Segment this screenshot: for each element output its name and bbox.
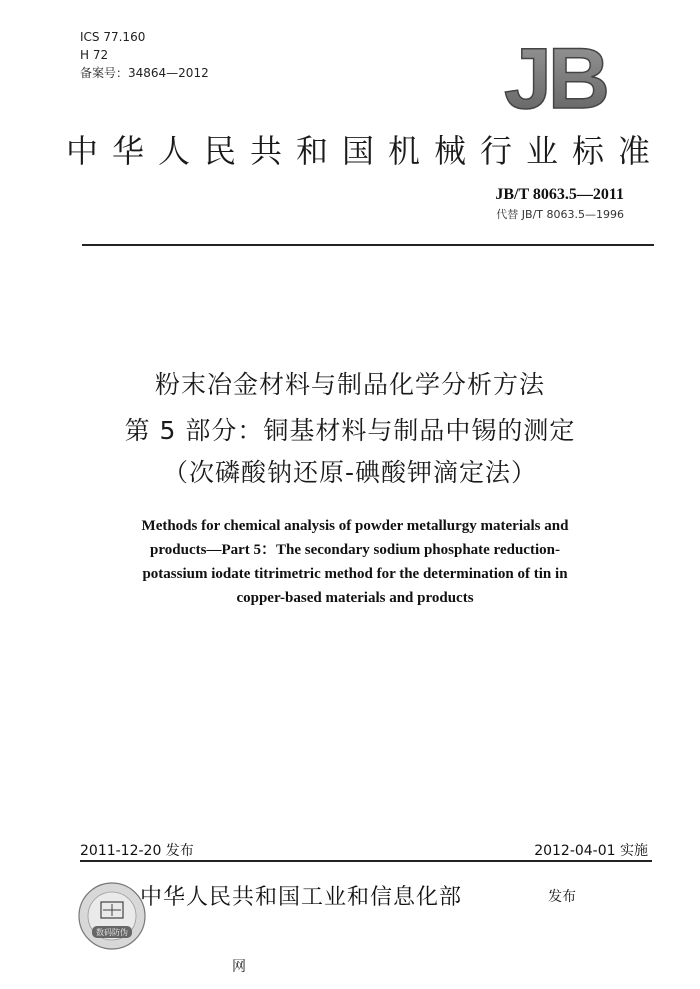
english-title-line-1: Methods for chemical analysis of powder metallurgy materials and xyxy=(141,518,569,534)
footer-mark: 网 xyxy=(232,959,246,975)
implementation-date: 2012-04-01 实施 xyxy=(534,843,648,859)
issuing-authority: 中华人民共和国工业和信息化部 xyxy=(140,885,463,910)
english-title xyxy=(110,514,600,610)
english-title-line-2: products—Part 5：The secondary sodium phosphate reduction- xyxy=(150,542,560,558)
category-code: H 72 xyxy=(80,48,109,62)
chinese-title-line-1: 粉末冶金材料与制品化学分析方法 xyxy=(154,370,545,399)
standard-title: 中华人民共和国机械行业标准 xyxy=(65,132,664,170)
seal-label: 数码防伪 xyxy=(96,928,128,937)
chinese-title-line-3: （次磷酸钠还原-碘酸钾滴定法） xyxy=(162,458,538,487)
english-title-line-3: potassium iodate titrimetric method for the determination of tin in xyxy=(142,566,568,582)
record-number: 备案号：34864—2012 xyxy=(80,66,209,80)
footer-divider xyxy=(80,860,652,862)
replaces-standard: 代替 JB/T 8063.5—1996 xyxy=(496,208,624,221)
chinese-title-line-2: 第 5 部分：铜基材料与制品中锡的测定 xyxy=(124,416,576,445)
ics-code: ICS 77.160 xyxy=(80,30,146,44)
jb-logo xyxy=(490,40,620,116)
issuing-verb: 发布 xyxy=(548,889,576,905)
header-divider xyxy=(82,244,654,246)
english-title-line-4: copper-based materials and products xyxy=(236,590,474,606)
jb-logo-text: JB xyxy=(504,40,606,116)
issue-date: 2011-12-20 发布 xyxy=(80,843,194,859)
standard-number: JB/T 8063.5—2011 xyxy=(495,186,624,203)
